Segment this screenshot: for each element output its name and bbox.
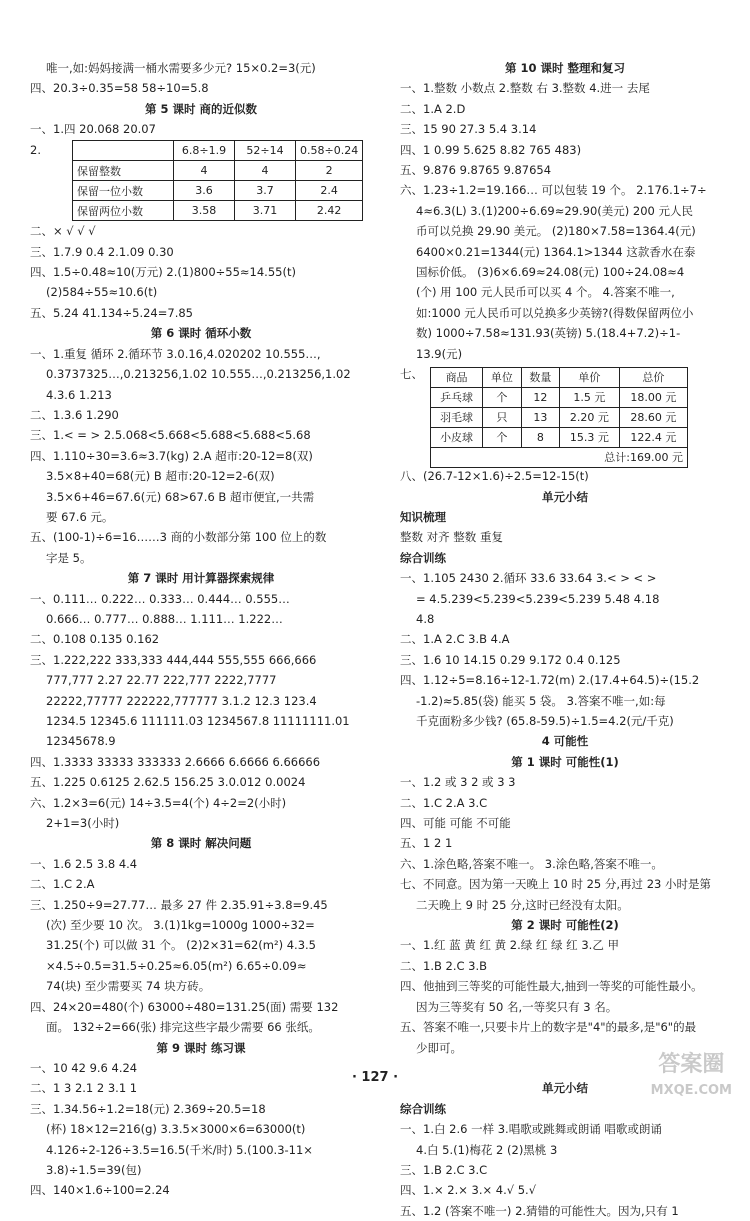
answer-line: [30, 629, 372, 649]
table-cell: 商品: [431, 367, 483, 387]
table-cell: 1.5 元: [560, 387, 620, 407]
line-text: 第 2 课时 可能性(2): [511, 918, 619, 933]
page-number: · 127 ·: [351, 1070, 399, 1085]
answer-line: [30, 58, 372, 78]
line-text: 三、15 90 27.3 5.4 3.14: [400, 122, 537, 137]
line-text: 五、(100-1)÷6=16……3 商的小数部分第 100 位上的数: [30, 530, 327, 545]
table-cell: 保留两位小数: [73, 201, 174, 221]
line-text: 二、1.C 2.A 3.C: [400, 795, 488, 810]
line-text: 一、1.四 20.068 20.07: [30, 122, 156, 137]
answer-line: [400, 629, 730, 649]
line-text: 四、1.12÷5=8.16÷12-1.72(m) 2.(17.4+64.5)÷(15.2: [400, 673, 700, 688]
line-text: 4≈6.3(L) 3.(1)200÷6.69≈29.90(美元) 200 元人民: [416, 203, 694, 218]
table-cell: 羽毛球: [431, 407, 483, 427]
line-text: 面。 132÷2=66(张) 排完这些字最少需要 66 张纸。: [46, 1020, 320, 1035]
answer-line: [30, 262, 372, 282]
line-text: 2+1=3(小时): [46, 816, 120, 831]
answer-line: [30, 446, 372, 466]
line-text: (次) 至少要 10 次。 3.(1)1kg=1000g 1000÷32=: [46, 918, 315, 933]
answer-line: [400, 242, 730, 262]
answer-line: [30, 731, 372, 751]
answer-line: [400, 1017, 730, 1037]
line-text: 2.: [30, 142, 41, 157]
table-cell: 2.42: [296, 201, 363, 221]
answer-line: [30, 303, 372, 323]
line-text: 如:1000 元人民币可以兑换多少英镑?(得数保留两位小: [416, 305, 694, 320]
line-text: 4.126÷2-126÷3.5=16.5(千米/时) 5.(100.3-11×: [46, 1142, 313, 1157]
answer-line: [400, 895, 730, 915]
line-text: 四、1.5÷0.48≈10(万元) 2.(1)800÷55≈14.55(t): [30, 265, 296, 280]
table-row: [73, 141, 363, 161]
answer-line: [30, 874, 372, 894]
line-text: 二天晚上 9 时 25 分,这时已经没有太阳。: [416, 897, 629, 912]
answer-line: [30, 976, 372, 996]
line-text: 六、1.涂色略,答案不唯一。 3.涂色略,答案不唯一。: [400, 856, 663, 871]
line-text: 第 6 课时 循环小数: [150, 326, 252, 341]
line-text: 三、1.250÷9=27.77… 最多 27 件 2.35.91÷3.8=9.45: [30, 897, 328, 912]
table-cell: 单位: [483, 367, 521, 387]
answer-line: [400, 650, 730, 670]
line-text: 4.白 5.(1)梅花 2 (2)黑桃 3: [416, 1142, 558, 1157]
answer-line: [400, 874, 730, 894]
answer-line: [400, 1140, 730, 1160]
answer-line: [30, 711, 372, 731]
line-text: 三、1.B 2.C 3.C: [400, 1162, 488, 1177]
table-cell: 总价: [619, 367, 687, 387]
answer-line: [30, 282, 372, 302]
answer-line: [30, 935, 372, 955]
answer-line: [30, 589, 372, 609]
answer-line: [30, 793, 372, 813]
table-cell: 4: [174, 161, 235, 181]
table-cell: 保留一位小数: [73, 181, 174, 201]
line-text: 二、1.A 2.D: [400, 101, 466, 116]
line-text: 五、1.225 0.6125 2.62.5 156.25 3.0.012 0.0024: [30, 775, 306, 790]
answer-line: [400, 589, 730, 609]
table-row: [73, 161, 363, 181]
line-text: 一、1.6 2.5 3.8 4.4: [30, 856, 138, 871]
line-text: 一、1.重复 循环 2.循环节 3.0.16,4.020202 10.555…,: [30, 346, 321, 361]
answer-line: [30, 813, 372, 833]
line-text: 3.5×6+46=67.6(元) 68>67.6 B 超市便宜,一共需: [46, 489, 315, 504]
table-row: [431, 407, 688, 427]
line-text: 单元小结: [542, 1081, 588, 1096]
table-cell: 122.4 元: [619, 427, 687, 447]
table-cell: 3.7: [235, 181, 296, 201]
line-text: 五、1 2 1: [400, 836, 453, 851]
table-row: [431, 427, 688, 447]
table-cell: 保留整数: [73, 161, 174, 181]
line-text: 少即可。: [416, 1040, 462, 1055]
table-cell: 2.20 元: [560, 407, 620, 427]
section-heading: [30, 568, 372, 588]
answer-line: [30, 548, 372, 568]
line-text: 3.8)÷1.5=39(包): [46, 1162, 142, 1177]
line-text: (杯) 18×12=216(g) 3.3.5×3000×6=63000(t): [46, 1122, 306, 1137]
answer-line: [30, 1160, 372, 1180]
answer-line: [400, 1180, 730, 1200]
line-text: 四、1.3333 33333 333333 2.6666 6.6666 6.66666: [30, 754, 321, 769]
line-text: 三、1.34.56÷1.2=18(元) 2.369÷20.5=18: [30, 1101, 266, 1116]
answer-line: [30, 405, 372, 425]
line-text: 6400×0.21=1344(元) 1364.1>1344 这款香水在泰: [416, 244, 696, 259]
line-text: 一、1.白 2.6 一样 3.唱歌或跳舞或朗诵 唱歌或朗诵: [400, 1122, 662, 1137]
answer-line: [400, 854, 730, 874]
answer-line: [400, 833, 730, 853]
answer-line: [400, 323, 730, 343]
line-text: 单元小结: [542, 489, 588, 504]
line-text: 一、1.整数 小数点 2.整数 右 3.整数 4.进一 去尾: [400, 81, 650, 96]
right-column: [400, 58, 730, 1221]
table-row: [431, 387, 688, 407]
answer-line: [30, 854, 372, 874]
section-heading: [400, 58, 730, 78]
answer-line: [30, 466, 372, 486]
table-row: [73, 201, 363, 221]
answer-line: [400, 99, 730, 119]
answer-line: [400, 180, 730, 200]
table-cell: 只: [483, 407, 521, 427]
line-text: 0.3737325…,0.213256,1.02 10.555…,0.213256,1.02: [46, 367, 351, 382]
line-text: 四、140×1.6÷100=2.24: [30, 1183, 170, 1198]
line-text: 三、1.7.9 0.4 2.1.09 0.30: [30, 244, 174, 259]
table-cell: 数量: [521, 367, 559, 387]
table-cell: 个: [483, 427, 521, 447]
line-text: 二、1.B 2.C 3.B: [400, 958, 488, 973]
line-text: 国标价低。 (3)6×6.69≈24.08(元) 100÷24.08≈4: [416, 265, 685, 280]
line-text: 六、1.23÷1.2=19.166… 可以包装 19 个。 2.176.1÷7÷: [400, 183, 707, 198]
answer-line: [400, 935, 730, 955]
answer-line: [30, 385, 372, 405]
line-text: 13.9(元): [416, 346, 463, 361]
table-cell: 13: [521, 407, 559, 427]
watermark-logo: [651, 1052, 732, 1104]
line-text: 四、1 0.99 5.625 8.82 765 483): [400, 142, 582, 157]
answer-line: [30, 609, 372, 629]
line-text: 一、0.111… 0.222… 0.333… 0.444… 0.555…: [30, 591, 290, 606]
answer-line: [400, 119, 730, 139]
answer-line: [400, 78, 730, 98]
sub-heading: [400, 507, 730, 527]
answer-line: [30, 78, 372, 98]
answer-line: [30, 670, 372, 690]
line-text: 字是 5。: [46, 550, 92, 565]
line-text: 数) 1000÷7.58≈131.93(英镑) 5.(18.4+7.2)÷1-: [416, 326, 681, 341]
answer-line: [30, 1119, 372, 1139]
table-cell: 15.3 元: [560, 427, 620, 447]
left-column: [30, 58, 372, 1201]
line-text: 二、1 3 2.1 2 3.1 1: [30, 1081, 138, 1096]
answer-line: [400, 1160, 730, 1180]
line-text: (2)584÷55≈10.6(t): [46, 285, 158, 300]
table-cell: 乒乓球: [431, 387, 483, 407]
answer-line: [30, 1017, 372, 1037]
answer-line: [30, 344, 372, 364]
line-text: 四、他抽到三等奖的可能性最大,抽到一等奖的可能性最小。: [400, 979, 703, 994]
answer-line: [400, 466, 730, 486]
line-text: 22222,77777 222222,777777 3.1.2 12.3 123.4: [46, 693, 317, 708]
line-text: 第 8 课时 解决问题: [150, 836, 252, 851]
line-text: 千克面粉多少钱? (65.8-59.5)÷1.5=4.2(元/千克): [416, 714, 674, 728]
line-text: = 4.5.239<5.239<5.239<5.239 5.48 4.18: [416, 591, 660, 606]
answer-line: [30, 1099, 372, 1119]
line-text: 第 7 课时 用计算器探索规律: [127, 571, 275, 586]
line-text: 要 67.6 元。: [46, 509, 114, 524]
line-text: 二、1.C 2.A: [30, 877, 95, 892]
table-row: [431, 367, 688, 387]
answer-line: [400, 691, 730, 711]
table-cell: 2.4: [296, 181, 363, 201]
answer-line: [400, 527, 730, 547]
line-text: 综合训练: [400, 550, 446, 565]
table-cell: 0.58÷0.24: [296, 141, 363, 161]
answer-line: [30, 772, 372, 792]
answer-line: [400, 344, 730, 364]
answer-line: [400, 793, 730, 813]
answer-line: [30, 487, 372, 507]
table-cell: 52÷14: [235, 141, 296, 161]
line-text: 三、1.222,222 333,333 444,444 555,555 666,666: [30, 652, 317, 667]
line-text: 四、24×20=480(个) 63000÷480=131.25(面) 需要 132: [30, 999, 339, 1014]
line-text: 二、× √ √ √: [30, 224, 96, 239]
answer-line: [30, 915, 372, 935]
table-cell: 18.00 元: [619, 387, 687, 407]
line-text: 一、10 42 9.6 4.24: [30, 1060, 138, 1075]
answer-line: [400, 282, 730, 302]
answer-line: [400, 976, 730, 996]
table-row: [431, 447, 688, 467]
table-row: [73, 181, 363, 201]
line-text: 四、1.110÷30=3.6≈3.7(kg) 2.A 超市:20-12=8(双): [30, 448, 313, 463]
line-text: 四、20.3÷0.35=58 58÷10=5.8: [30, 81, 209, 96]
line-text: 第 1 课时 可能性(1): [511, 754, 619, 769]
line-text: 五、1.2 (答案不唯一) 2.猜错的可能性大。因为,只有 1: [400, 1203, 679, 1218]
line-text: 二、1.3.6 1.290: [30, 407, 119, 422]
answer-line: [400, 609, 730, 629]
line-text: 1234.5 12345.6 111111.03 1234567.8 11111111.01: [46, 714, 350, 728]
sub-heading: [400, 548, 730, 568]
line-text: 一、1.红 蓝 黄 红 黄 2.绿 红 绿 红 3.乙 甲: [400, 938, 619, 953]
line-text: 四、可能 可能 不可能: [400, 816, 511, 831]
section-heading: [30, 833, 372, 853]
line-text: 0.666… 0.777… 0.888… 1.111… 1.222…: [46, 611, 283, 626]
section-heading: [400, 915, 730, 935]
answer-line: [400, 262, 730, 282]
line-text: 4.3.6 1.213: [46, 387, 112, 402]
answer-line: [400, 956, 730, 976]
answer-line: [30, 527, 372, 547]
line-text: 三、1.< = > 2.5.068<5.668<5.688<5.688<5.68: [30, 428, 311, 443]
answer-line: [400, 772, 730, 792]
table-cell: 2: [296, 161, 363, 181]
line-text: -1.2)≈5.85(袋) 能买 5 袋。 3.答案不唯一,如:每: [416, 693, 666, 708]
line-text: 4 可能性: [541, 734, 589, 749]
answer-line: [400, 568, 730, 588]
answer-line: [400, 303, 730, 323]
answer-line: [400, 140, 730, 160]
line-text: 二、0.108 0.135 0.162: [30, 632, 160, 647]
section-heading: [30, 99, 372, 119]
table-cell: 4: [235, 161, 296, 181]
table-cell: 总计:169.00 元: [431, 447, 688, 467]
line-text: 八、(26.7-12×1.6)÷2.5=12-15(t): [400, 469, 589, 484]
line-text: 777,777 2.27 22.77 222,777 2222,7777: [46, 673, 277, 688]
line-text: 五、5.24 41.134÷5.24=7.85: [30, 305, 193, 320]
answer-line: [400, 160, 730, 180]
line-text: 五、答案不唯一,只要卡片上的数字是"4"的最多,是"6"的最: [400, 1020, 697, 1035]
answer-line: [400, 201, 730, 221]
line-text: 三、1.6 10 14.15 0.29 9.172 0.4 0.125: [400, 652, 621, 667]
table-cell: 3.6: [174, 181, 235, 201]
answer-line: [30, 997, 372, 1017]
line-text: 31.25(个) 可以做 31 个。 (2)2×31=62(m²) 4.3.5: [46, 938, 316, 953]
answer-line: [30, 221, 372, 241]
line-text: 一、1.105 2430 2.循环 33.6 33.64 3.< > < >: [400, 571, 657, 586]
table-cell: 8: [521, 427, 559, 447]
answer-line: [30, 650, 372, 670]
answer-line: [30, 1180, 372, 1200]
line-text: 知识梳理: [400, 509, 446, 524]
line-text: 3.5×8+40=68(元) B 超市:20-12=2-6(双): [46, 469, 275, 484]
table-cell: 小皮球: [431, 427, 483, 447]
section-heading: [400, 731, 730, 751]
line-text: 四、1.× 2.× 3.× 4.√ 5.√: [400, 1183, 537, 1198]
answer-line: [400, 997, 730, 1017]
line-text: 唯一,如:妈妈接满一桶水需要多少元? 15×0.2=3(元): [46, 61, 316, 75]
table-cell: 3.58: [174, 201, 235, 221]
line-text: 一、1.2 或 3 2 或 3 3: [400, 775, 516, 790]
answer-line: [400, 1119, 730, 1139]
line-text: 第 5 课时 商的近似数: [144, 101, 257, 116]
section-heading: [30, 323, 372, 343]
table-cell: [73, 141, 174, 161]
line-text: 六、1.2×3=6(元) 14÷3.5=4(个) 4÷2=2(小时): [30, 795, 287, 810]
section-heading: [400, 752, 730, 772]
table-cell: 个: [483, 387, 521, 407]
answer-line: [400, 670, 730, 690]
answer-line: [30, 895, 372, 915]
answer-line: [400, 221, 730, 241]
line-text: 整数 对齐 整数 重复: [400, 530, 503, 545]
answer-line: [30, 364, 372, 384]
line-text: 74(块) 至少需要买 74 块方砖。: [46, 979, 211, 994]
line-text: 七、不同意。因为第一天晚上 10 时 25 分,再过 23 小时是第: [400, 877, 711, 892]
table-cell: 12: [521, 387, 559, 407]
line-text: 二、1.A 2.C 3.B 4.A: [400, 632, 510, 647]
answer-line: [30, 956, 372, 976]
answer-line: [400, 711, 730, 731]
answer-line: [30, 425, 372, 445]
price-table: [430, 367, 688, 468]
line-text: (个) 用 100 元人民币可以买 4 个。 4.答案不唯一,: [416, 285, 675, 300]
line-text: 第 10 课时 整理和复习: [504, 61, 625, 75]
table-cell: 单价: [560, 367, 620, 387]
line-text: 第 9 课时 练习课: [156, 1040, 246, 1055]
section-heading: [30, 1038, 372, 1058]
answer-line: [400, 813, 730, 833]
answer-line: [30, 507, 372, 527]
line-text: 七、: [400, 367, 423, 382]
table-cell: 3.71: [235, 201, 296, 221]
line-text: 币可以兑换 29.90 美元。 (2)180×7.58=1364.4(元): [416, 224, 696, 239]
section-heading: [400, 487, 730, 507]
line-text: 12345678.9: [46, 734, 116, 749]
watermark-line1: 答案圈: [658, 1052, 725, 1077]
line-text: 综合训练: [400, 1101, 446, 1116]
line-text: 因为三等奖有 50 名,一等奖只有 3 名。: [416, 999, 618, 1014]
watermark-line2: MXQE.COM: [650, 1083, 732, 1098]
answer-line: [30, 1140, 372, 1160]
line-text: 4.8: [416, 611, 435, 626]
answer-line: [30, 119, 372, 139]
answer-line: [30, 691, 372, 711]
answer-line: [30, 242, 372, 262]
answer-line: [400, 1201, 730, 1221]
line-text: 五、9.876 9.8765 9.87654: [400, 163, 552, 178]
table-cell: 28.60 元: [619, 407, 687, 427]
answer-line: [30, 752, 372, 772]
line-text: ×4.5÷0.5=31.5÷0.25≈6.05(m²) 6.65÷0.09≈: [46, 958, 307, 973]
table-cell: 6.8÷1.9: [174, 141, 235, 161]
rounding-table: [72, 140, 363, 221]
